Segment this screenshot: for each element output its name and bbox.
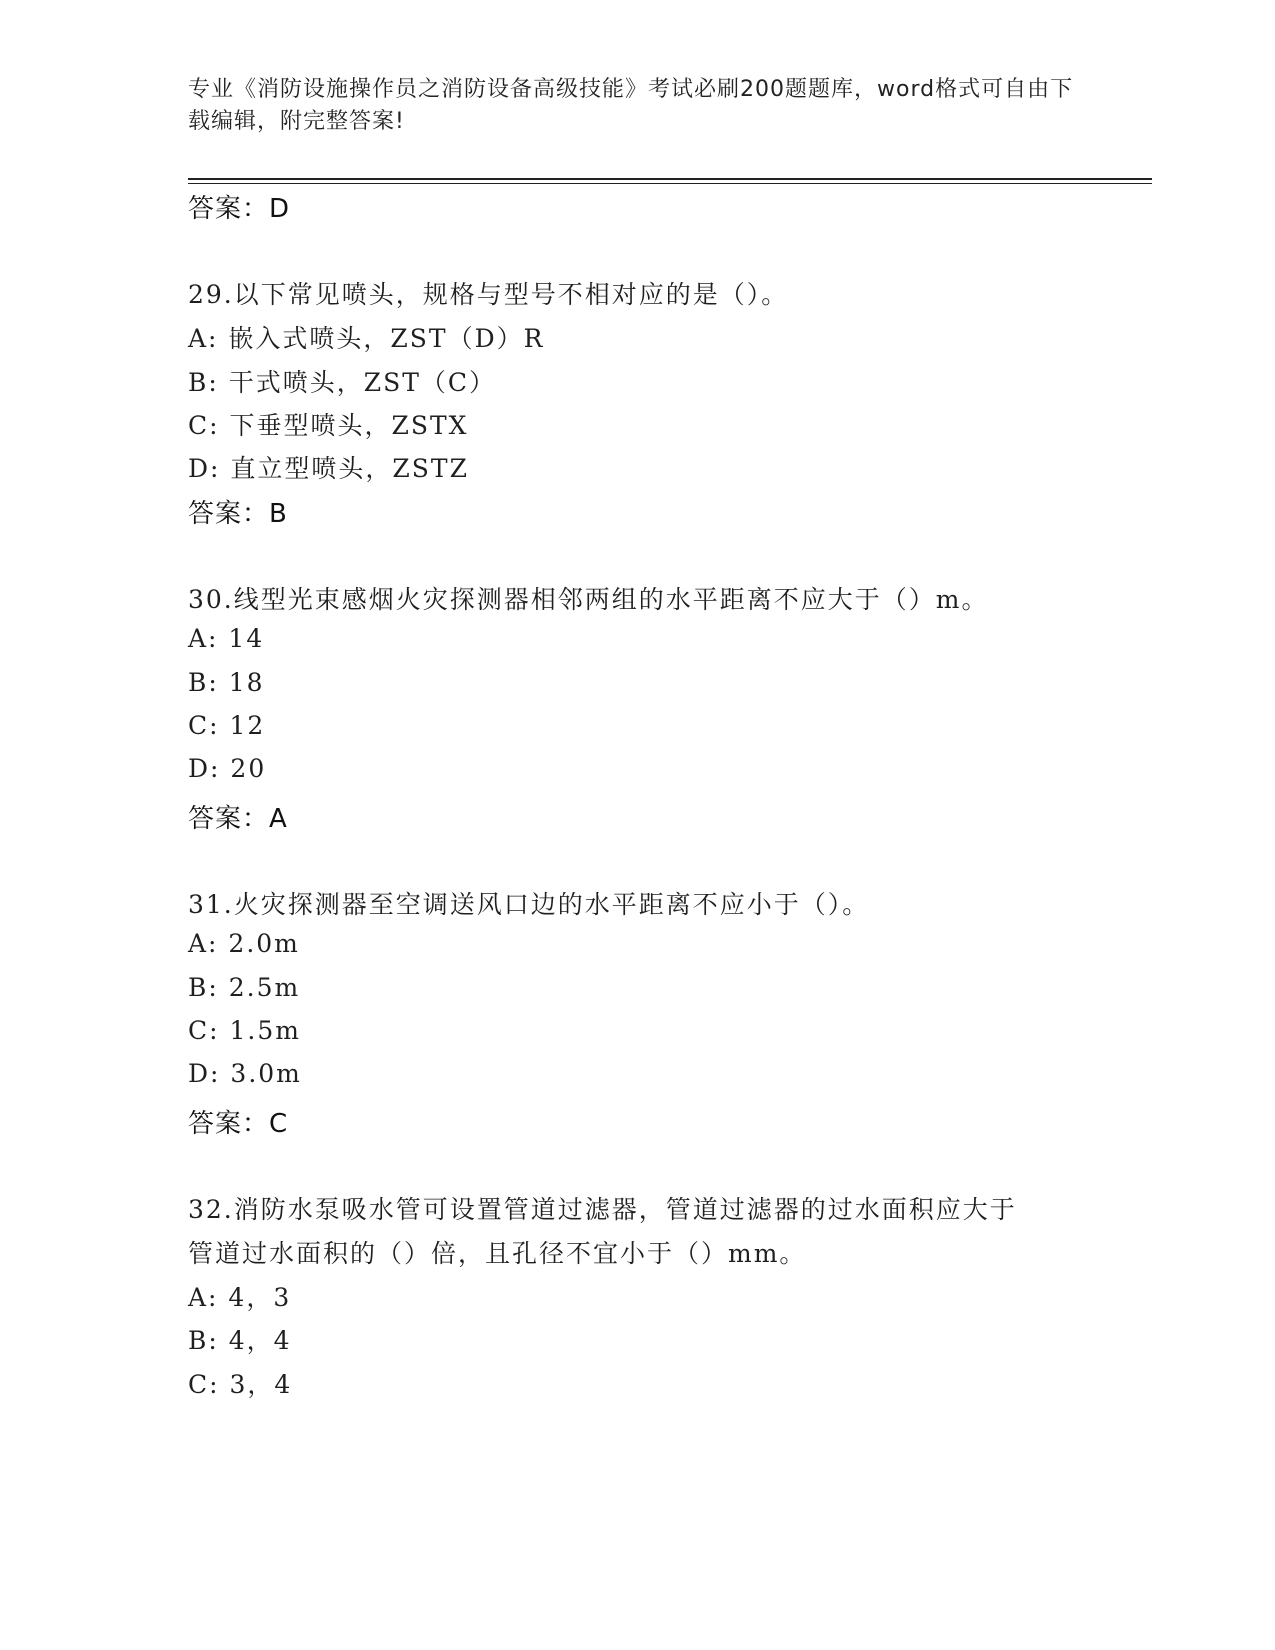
question-32-option-a: A: 4，3: [188, 1283, 292, 1312]
question-30-stem: 30.线型光束感烟火灾探测器相邻两组的水平距离不应大于（）m。: [188, 585, 989, 614]
page-header: 专业《消防设施操作员之消防设备高级技能》考试必刷200题题库，word格式可自由下载编辑，附完整答案!: [188, 77, 1074, 134]
question-32-stem-line-2: 管道过水面积的（）倍，且孔径不宜小于（）mm。: [188, 1239, 807, 1268]
question-30-option-b: B: 18: [188, 668, 265, 697]
question-29-answer: 答案：B: [188, 499, 288, 529]
answer-line: 答案：D: [188, 194, 291, 224]
question-30-option-d: D: 20: [188, 754, 267, 783]
question-29-stem: 29.以下常见喷头，规格与型号不相对应的是（）。: [188, 280, 789, 309]
question-30-option-c: C: 12: [188, 711, 266, 740]
question-29-option-a: A: 嵌入式喷头，ZST（D）R: [188, 324, 545, 353]
question-29-option-b: B: 干式喷头，ZST（C）: [188, 368, 497, 397]
question-29-option-c: C: 下垂型喷头，ZSTX: [188, 411, 469, 440]
question-31-answer: 答案：C: [188, 1109, 289, 1139]
question-31-option-d: D: 3.0m: [188, 1059, 302, 1088]
question-31-option-c: C: 1.5m: [188, 1016, 301, 1045]
question-30-answer: 答案：A: [188, 804, 288, 834]
question-30-option-a: A: 14: [188, 624, 265, 653]
question-31-option-b: B: 2.5m: [188, 973, 301, 1002]
question-31-stem: 31.火灾探测器至空调送风口边的水平距离不应小于（）。: [188, 890, 870, 919]
question-32-stem-line-1: 32.消防水泵吸水管可设置管道过滤器，管道过滤器的过水面积应大于: [188, 1195, 1017, 1224]
header-divider: [188, 178, 1152, 184]
question-32-option-b: B: 4，4: [188, 1326, 292, 1355]
question-32-option-c: C: 3，4: [188, 1370, 293, 1399]
question-29-option-d: D: 直立型喷头，ZSTZ: [188, 454, 469, 483]
question-31-option-a: A: 2.0m: [188, 929, 300, 958]
